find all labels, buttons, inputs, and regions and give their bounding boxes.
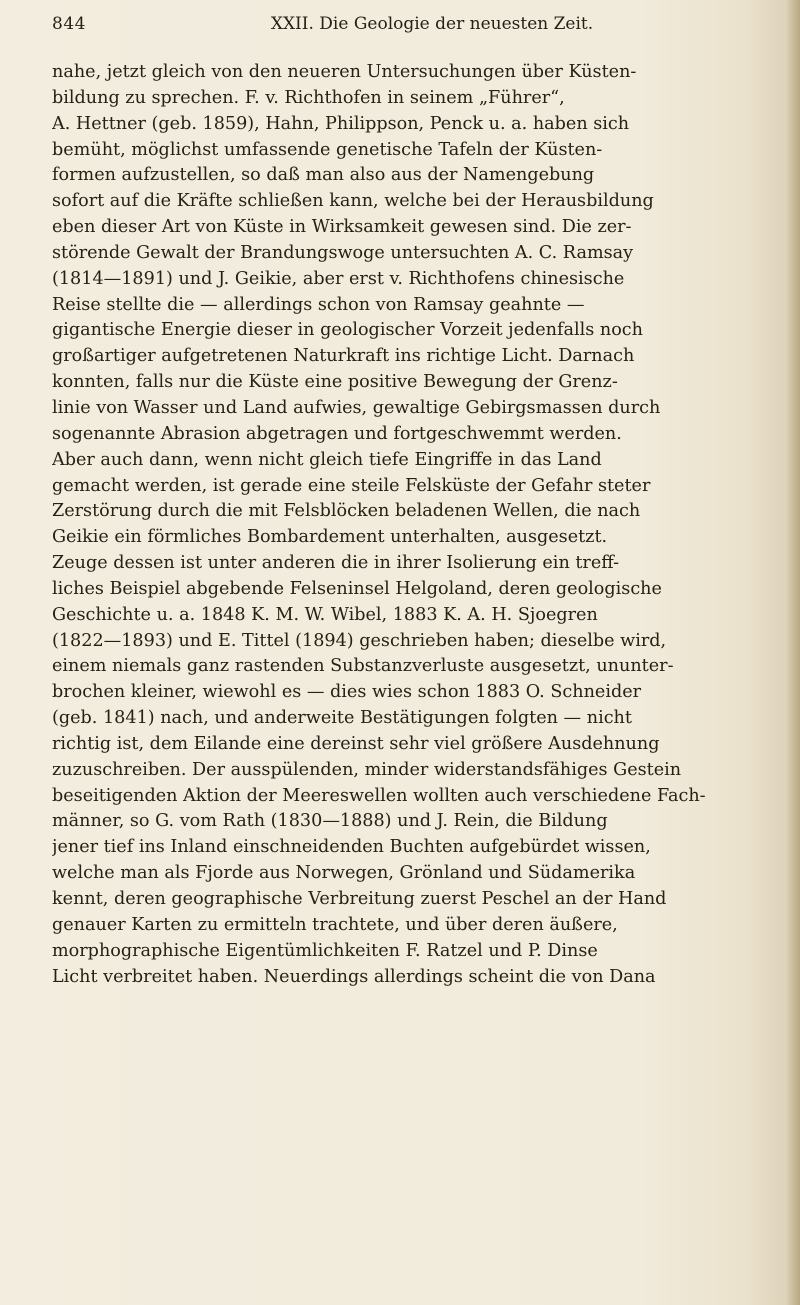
text-line: Geschichte u. a. 1848 K. M. W. Wibel, 1883 K. A. H. Sjoegren [52,604,598,625]
text-line: zuzuschreiben. Der ausspülenden, minder widerstandsfähiges Gestein [52,759,682,780]
text-line: (1814—1891) und J. Geikie, aber erst v. Richthofens chinesische [52,268,625,289]
text-line: morphographische Eigentümlichkeiten F. Ratzel und P. Dinse [52,940,598,961]
text-line: sogenannte Abrasion abgetragen und fortgeschwemmt werden. [52,423,622,444]
text-line: Zeuge dessen ist unter anderen die in ihrer Isolierung ein treff- [52,553,620,574]
body-text [52,60,760,990]
text-line: linie von Wasser und Land aufwies, gewaltige Gebirgsmassen durch [52,397,661,418]
text-line: gigantische Energie dieser in geologischer Vorzeit jedenfalls noch [52,320,643,341]
text-line: Reise stellte die — allerdings schon von Ramsay geahnte — [52,294,585,315]
text-line: brochen kleiner, wiewohl es — dies wies schon 1883 O. Schneider [52,682,642,703]
text-line: formen aufzustellen, so daß man also aus der Namengebung [52,165,595,186]
text-line: einem niemals ganz rastenden Substanzverluste ausgesetzt, ununter- [52,656,674,677]
text-line: Licht verbreitet haben. Neuerdings allerdings scheint die von Dana [52,966,656,987]
text-line: bemüht, möglichst umfassende genetische Tafeln der Küsten- [52,139,603,160]
text-line: Zerstörung durch die mit Felsblöcken beladenen Wellen, die nach [52,501,641,522]
text-line: großartiger aufgetretenen Naturkraft ins richtige Licht. Darnach [52,346,635,367]
text-line: kennt, deren geographische Verbreitung zuerst Peschel an der Hand [52,889,667,909]
page-number: 844 [52,14,86,34]
text-line: konnten, falls nur die Küste eine positive Bewegung der Grenz- [52,372,618,393]
text-line: jener tief ins Inland einschneidenden Buchten aufgebürdet wissen, [52,837,651,858]
text-line: störende Gewalt der Brandungswoge untersuchten A. C. Ramsay [52,242,634,263]
text-line: Aber auch dann, wenn nicht gleich tiefe Eingriffe in das Land [52,449,602,470]
text-line: gemacht werden, ist gerade eine steile Felsküste der Gefahr steter [52,475,651,496]
text-line: eben dieser Art von Küste in Wirksamkeit gewesen sind. Die zer- [52,217,632,238]
text-line: liches Beispiel abgebende Felseninsel Helgoland, deren geologische [52,578,662,599]
text-line: nahe, jetzt gleich von den neueren Untersuchungen über Küsten- [52,62,637,82]
text-line: richtig ist, dem Eilande eine dereinst sehr viel größere Ausdehnung [52,733,660,754]
text-line: beseitigenden Aktion der Meereswellen wollten auch verschiedene Fach- [52,785,706,806]
page-edge-shadow [786,0,800,1305]
text-line: (geb. 1841) nach, und anderweite Bestätigungen folgten — nicht [52,708,632,729]
text-line: Geikie ein förmliches Bombardement unterhalten, ausgesetzt. [52,527,608,548]
text-line: genauer Karten zu ermitteln trachtete, und über deren äußere, [52,914,618,935]
text-line: welche man als Fjorde aus Norwegen, Grönland und Südamerika [52,863,636,884]
running-head: XXII. Die Geologie der neuesten Zeit. [270,14,594,34]
text-line: sofort auf die Kräfte schließen kann, welche bei der Herausbildung [52,191,654,212]
text-line: A. Hettner (geb. 1859), Hahn, Philippson, Penck u. a. haben sich [52,113,630,134]
text-line: bildung zu sprechen. F. v. Richthofen in seinem „Führer“, [52,87,565,108]
text-line: (1822—1893) und E. Tittel (1894) geschrieben haben; dieselbe wird, [52,630,667,651]
page-header [52,14,752,44]
text-line: männer, so G. vom Rath (1830—1888) und J. Rein, die Bildung [52,811,608,832]
